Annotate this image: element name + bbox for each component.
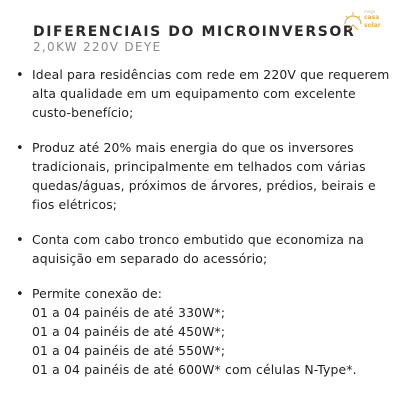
page-title: DIFERENCIAIS DO MICROINVERSOR — [33, 24, 356, 40]
logo-line1: casa — [364, 14, 380, 21]
list-item — [12, 138, 392, 214]
connection-option: 01 a 04 painéis de até 600W* com células N-Type*. — [32, 362, 357, 377]
connection-option: 01 a 04 painéis de até 550W*; — [32, 343, 226, 358]
bullet-icon: • — [16, 233, 24, 248]
list-item — [12, 65, 392, 122]
list-item-text: Produz até 20% mais energia do que os inversores tradicionais, principalmente em telhados com várias quedas/águas, próximos de árvores, prédios, beirais e fios elétricos; — [32, 140, 376, 212]
bullet-icon: • — [16, 68, 24, 83]
logo-wordmark — [364, 9, 381, 30]
list-item-text: Permite conexão de: — [32, 286, 163, 301]
logo-line2: solar — [364, 22, 381, 29]
list-item — [12, 230, 392, 268]
connection-option: 01 a 04 painéis de até 450W*; — [32, 324, 226, 339]
list-item — [12, 284, 392, 379]
list-item-text: Ideal para residências com rede em 220V que requerem alta qualidade em um equipamento com excelente custo-benefício; — [32, 67, 390, 120]
list-item-text: Conta com cabo tronco embutido que economiza na aquisição em separado do acessório; — [32, 232, 364, 266]
bullet-icon: • — [16, 287, 24, 302]
brand-logo — [342, 6, 394, 38]
logo-small-text: mega — [364, 9, 376, 14]
connection-option: 01 a 04 painéis de até 330W*; — [32, 305, 226, 320]
features-list — [12, 65, 392, 395]
bullet-icon: • — [16, 141, 24, 156]
page-subtitle: 2,0KW 220V DEYE — [33, 40, 162, 54]
sun-house-icon — [342, 10, 364, 32]
